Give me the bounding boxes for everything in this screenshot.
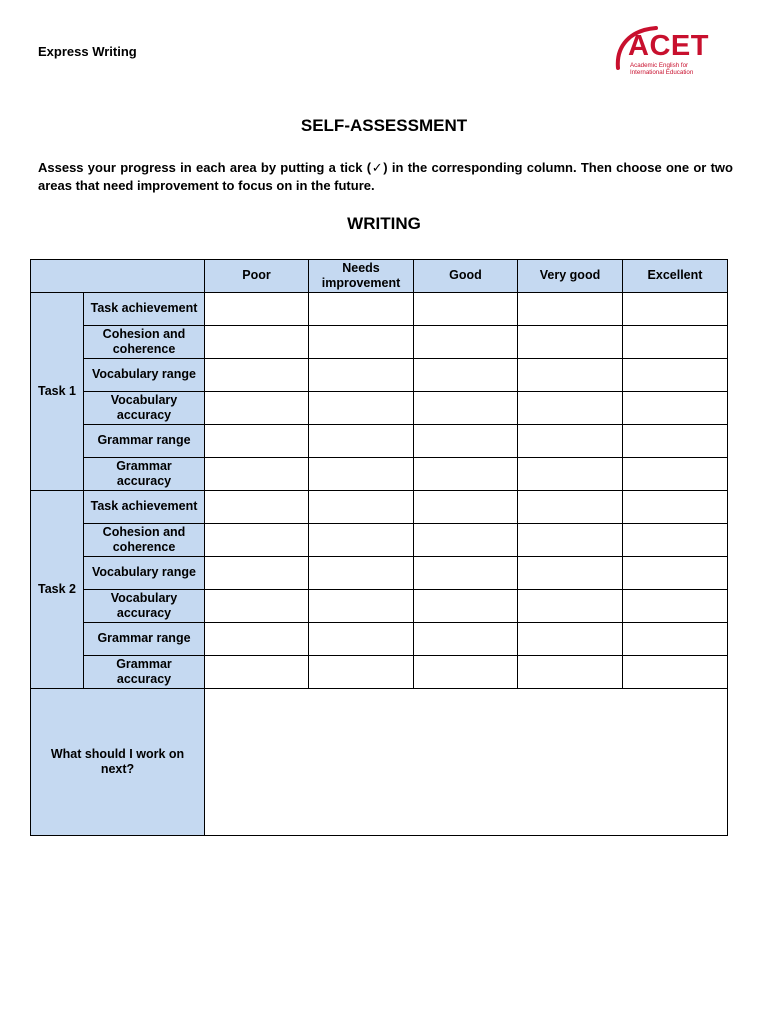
tick-cell[interactable]: [414, 524, 518, 557]
acet-logo: [612, 24, 722, 80]
criterion-label-cell: Grammar range: [84, 623, 205, 656]
tick-cell[interactable]: [205, 326, 309, 359]
tick-cell[interactable]: [414, 656, 518, 689]
tick-cell[interactable]: [309, 458, 414, 491]
task-label-cell: Task 1: [31, 293, 84, 491]
tick-cell[interactable]: [414, 326, 518, 359]
tick-cell[interactable]: [623, 458, 728, 491]
tick-cell[interactable]: [309, 392, 414, 425]
table-row: [31, 491, 728, 524]
tick-cell[interactable]: [623, 557, 728, 590]
criterion-label-cell: Grammar range: [84, 425, 205, 458]
next-steps-answer-area[interactable]: [205, 689, 728, 836]
tick-cell[interactable]: [518, 590, 623, 623]
tick-cell[interactable]: [309, 557, 414, 590]
tick-cell[interactable]: [414, 425, 518, 458]
tick-cell[interactable]: [309, 590, 414, 623]
tick-cell[interactable]: [414, 359, 518, 392]
table-row: [31, 425, 728, 458]
tick-cell[interactable]: [518, 293, 623, 326]
tick-cell[interactable]: [623, 524, 728, 557]
tick-cell[interactable]: [623, 623, 728, 656]
tick-cell[interactable]: [414, 557, 518, 590]
criterion-label-cell: Task achievement: [84, 293, 205, 326]
criterion-label-cell: Vocabulary range: [84, 359, 205, 392]
next-steps-row: [31, 689, 728, 836]
tick-cell[interactable]: [205, 458, 309, 491]
table-row: [31, 590, 728, 623]
table-row: [31, 656, 728, 689]
logo-tagline-line2: International Education: [630, 69, 694, 76]
section-title: WRITING: [347, 214, 421, 233]
tick-cell[interactable]: [414, 293, 518, 326]
tick-cell[interactable]: [518, 458, 623, 491]
tick-cell[interactable]: [309, 425, 414, 458]
tick-cell[interactable]: [414, 392, 518, 425]
tick-cell[interactable]: [205, 359, 309, 392]
table-row: [31, 392, 728, 425]
next-steps-label: What should I work on next?: [31, 689, 205, 836]
criterion-label-cell: Vocabulary range: [84, 557, 205, 590]
task-label-cell: Task 2: [31, 491, 84, 689]
tick-cell[interactable]: [205, 491, 309, 524]
column-header: Excellent: [623, 260, 728, 293]
tick-cell[interactable]: [518, 491, 623, 524]
tick-cell[interactable]: [309, 623, 414, 656]
tick-cell[interactable]: [623, 491, 728, 524]
tick-cell[interactable]: [205, 557, 309, 590]
instructions-text: Assess your progress in each area by putting a tick (✓) in the corresponding column. Then choose one or two areas that need improvement to focus on in the future.: [38, 160, 733, 193]
tick-cell[interactable]: [205, 623, 309, 656]
tick-cell[interactable]: [309, 359, 414, 392]
column-header: Needs improvement: [309, 260, 414, 293]
tick-cell[interactable]: [205, 293, 309, 326]
tick-cell[interactable]: [518, 656, 623, 689]
tick-cell[interactable]: [309, 656, 414, 689]
table-row: [31, 359, 728, 392]
tick-cell[interactable]: [414, 491, 518, 524]
tick-cell[interactable]: [205, 392, 309, 425]
tick-cell[interactable]: [205, 590, 309, 623]
table-row: [31, 623, 728, 656]
column-header: Poor: [205, 260, 309, 293]
tick-cell[interactable]: [623, 590, 728, 623]
tick-cell[interactable]: [518, 623, 623, 656]
criterion-label-cell: Grammar accuracy: [84, 458, 205, 491]
logo-tagline: [630, 62, 725, 76]
tick-cell[interactable]: [623, 326, 728, 359]
tick-cell[interactable]: [623, 425, 728, 458]
criterion-label-cell: Vocabulary accuracy: [84, 590, 205, 623]
tick-cell[interactable]: [414, 590, 518, 623]
tick-cell[interactable]: [309, 524, 414, 557]
header-corner-cell: [31, 260, 205, 293]
table-row: [31, 557, 728, 590]
tick-cell[interactable]: [205, 656, 309, 689]
tick-cell[interactable]: [205, 524, 309, 557]
table-row: [31, 293, 728, 326]
self-assessment-table: [30, 259, 728, 836]
tick-cell[interactable]: [205, 425, 309, 458]
tick-cell[interactable]: [623, 392, 728, 425]
tick-cell[interactable]: [623, 359, 728, 392]
logo-tagline-line1: Academic English for: [630, 62, 689, 69]
tick-cell[interactable]: [309, 491, 414, 524]
column-header: Very good: [518, 260, 623, 293]
tick-cell[interactable]: [518, 326, 623, 359]
tick-cell[interactable]: [518, 359, 623, 392]
criterion-label-cell: Task achievement: [84, 491, 205, 524]
tick-cell[interactable]: [518, 524, 623, 557]
table-row: [31, 458, 728, 491]
table-header-row: [31, 260, 728, 293]
table-row: [31, 326, 728, 359]
column-header: Good: [414, 260, 518, 293]
table-row: [31, 524, 728, 557]
tick-cell[interactable]: [623, 656, 728, 689]
criterion-label-cell: Cohesion and coherence: [84, 326, 205, 359]
tick-cell[interactable]: [518, 425, 623, 458]
logo-wordmark: ACET: [628, 30, 709, 62]
criterion-label-cell: Cohesion and coherence: [84, 524, 205, 557]
tick-cell[interactable]: [414, 458, 518, 491]
tick-cell[interactable]: [518, 392, 623, 425]
criterion-label-cell: Vocabulary accuracy: [84, 392, 205, 425]
tick-cell[interactable]: [309, 293, 414, 326]
tick-cell[interactable]: [623, 293, 728, 326]
tick-cell[interactable]: [518, 557, 623, 590]
page-title: SELF-ASSESSMENT: [300, 116, 468, 135]
tick-cell[interactable]: [309, 326, 414, 359]
criterion-label-cell: Grammar accuracy: [84, 656, 205, 689]
tick-cell[interactable]: [414, 623, 518, 656]
document-header-label: Express Writing: [38, 44, 137, 59]
